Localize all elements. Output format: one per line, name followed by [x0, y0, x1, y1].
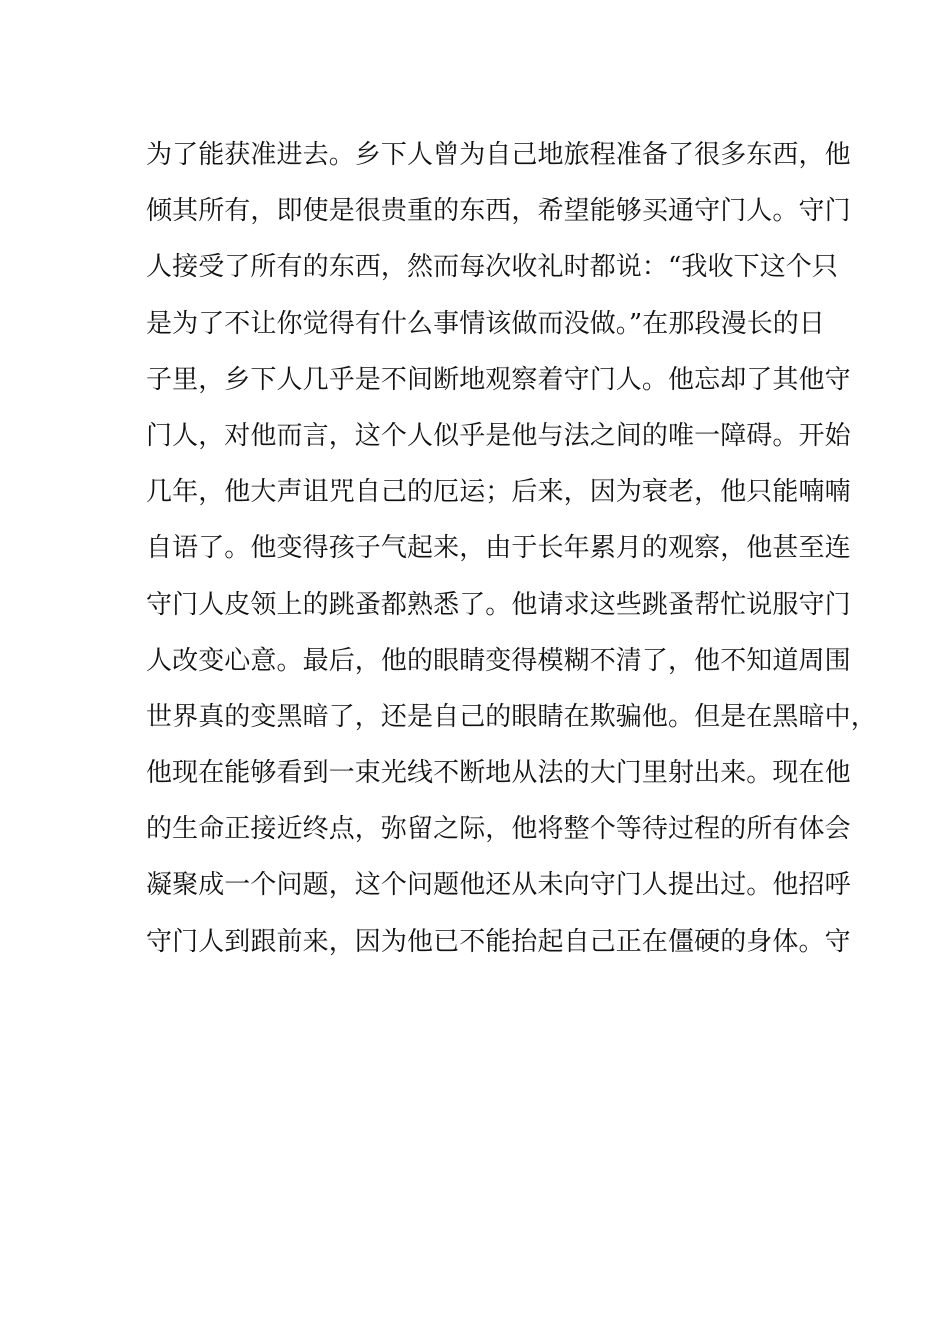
text-line: 人改变心意。最后，他的眼睛变得模糊不清了，他不知道周围	[146, 645, 851, 676]
text-line: 自语了。他变得孩子气起来，由于长年累月的观察，他甚至连	[146, 533, 851, 564]
text-line: 倾其所有，即使是很贵重的东西，希望能够买通守门人。守门	[146, 196, 851, 227]
body-text	[146, 127, 877, 970]
text-line: 几年，他大声诅咒自己的厄运；后来，因为衰老，他只能喃喃	[146, 477, 851, 508]
text-line: 世界真的变黑暗了，还是自己的眼睛在欺骗他。但是在黑暗中，	[146, 701, 877, 732]
text-line: 守门人到跟前来，因为他已不能抬起自己正在僵硬的身体。守	[146, 926, 851, 957]
text-line: 人接受了所有的东西，然而每次收礼时都说：“我收下这个只	[146, 252, 838, 283]
text-line: 凝聚成一个问题，这个问题他还从未向守门人提出过。他招呼	[146, 870, 851, 901]
text-line: 守门人皮领上的跳蚤都熟悉了。他请求这些跳蚤帮忙说服守门	[146, 589, 851, 620]
text-line: 的生命正接近终点，弥留之际，他将整个等待过程的所有体会	[146, 814, 851, 845]
text-line: 他现在能够看到一束光线不断地从法的大门里射出来。现在他	[146, 758, 851, 789]
text-line: 为了能获准进去。乡下人曾为自己地旅程准备了很多东西，他	[146, 140, 851, 170]
text-line: 子里，乡下人几乎是不间断地观察着守门人。他忘却了其他守	[146, 364, 851, 395]
text-line: 门人，对他而言，这个人似乎是他与法之间的唯一障碍。开始	[146, 420, 851, 451]
text-line: 是为了不让你觉得有什么事情该做而没做。”在那段漫长的日	[146, 308, 825, 339]
